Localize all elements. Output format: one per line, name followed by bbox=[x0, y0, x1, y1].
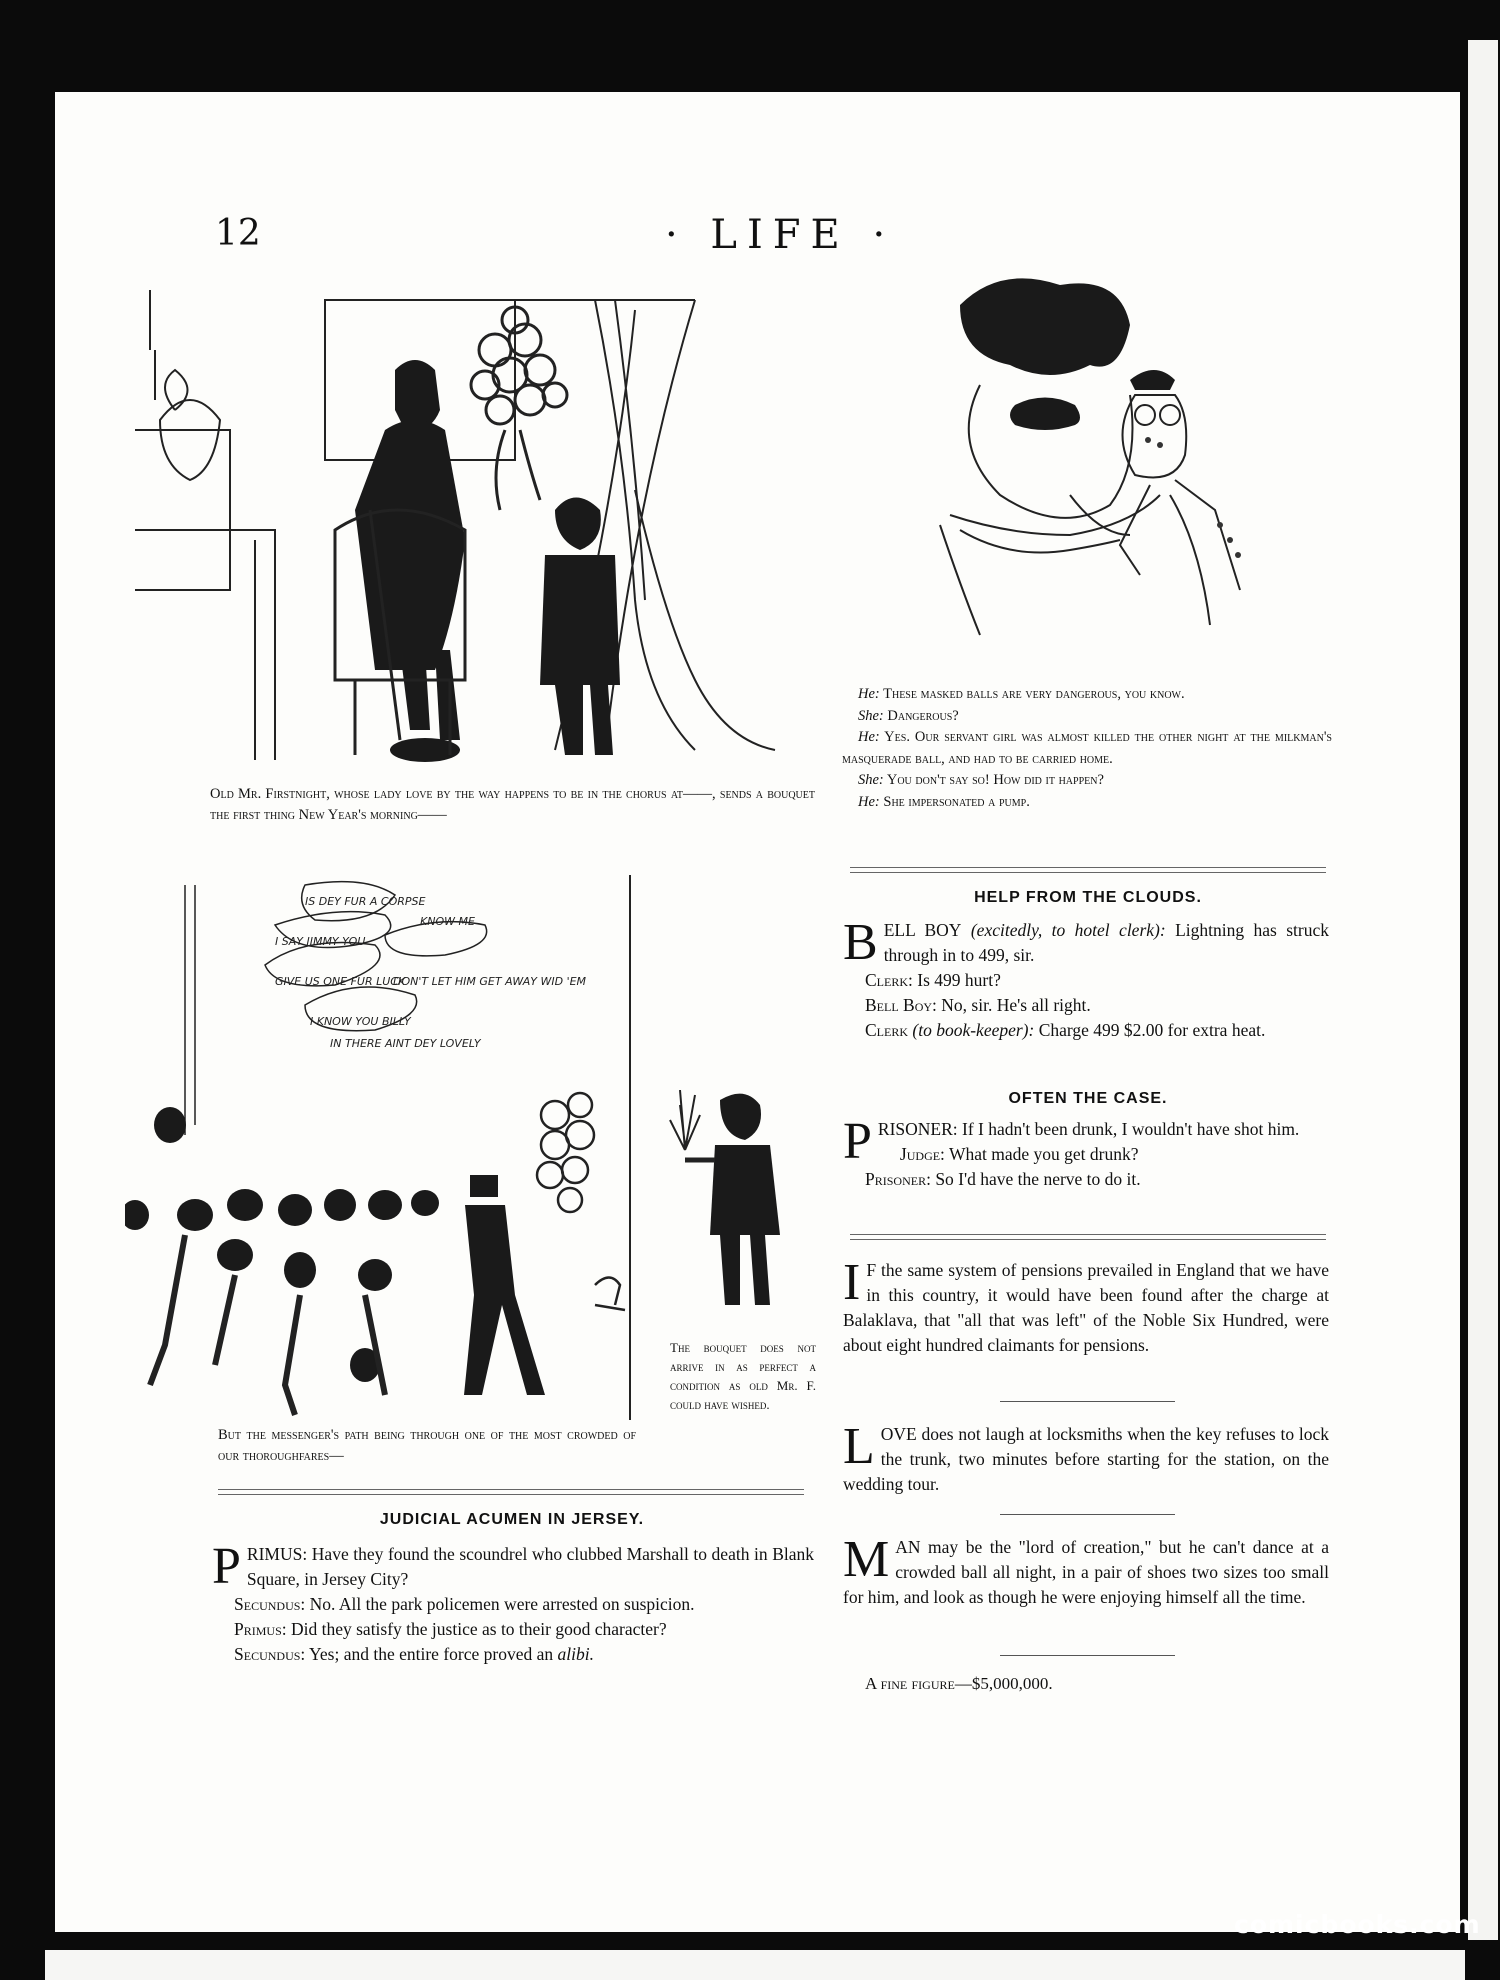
often-the-case-title: OFTEN THE CASE. bbox=[1008, 1090, 1168, 1107]
speech-text: GIVE US ONE FUR LUCK bbox=[275, 975, 406, 988]
black-mask bbox=[1010, 398, 1080, 431]
dialog-line: He: She impersonated a pump. bbox=[858, 793, 1030, 810]
drop-cap: B bbox=[843, 914, 878, 971]
speech-text: I SAY JIMMY YOU bbox=[275, 935, 366, 948]
speech-text: KNOW ME bbox=[420, 915, 475, 928]
judicial-acumen-body: PRIMUS: Have they found the scoundrel who clubbed Marshall to death in Blank Square, in Jersey City? Secundus: No. All the park policemen were arrested on suspicion. Primus: Did they satisfy the justice as to their good character? Secundus: Yes; and the entire force proved an alibi. bbox=[212, 1538, 814, 1664]
cartoon-old-man-bouquet bbox=[135, 290, 835, 770]
top-hat bbox=[470, 1175, 498, 1197]
cartoon2-caption: But the messenger's path being through one of the most crowded of our thoroughfares— bbox=[218, 1427, 636, 1464]
speech-text: IS DEY FUR A CORPSE bbox=[305, 895, 426, 908]
dialog-line: She: Dangerous? bbox=[858, 707, 959, 724]
cartoon-masked-ball bbox=[920, 265, 1300, 650]
help-from-clouds-title: HELP FROM THE CLOUDS. bbox=[974, 889, 1202, 906]
bouquet-ribbon bbox=[496, 430, 540, 510]
masthead: · LIFE · bbox=[665, 212, 896, 258]
vase bbox=[160, 400, 220, 480]
section-double-rule bbox=[850, 1234, 1326, 1240]
often-the-case-body: PRISONER: If I hadn't been drunk, I wouldn't have shot him. Judge: What made you get drunk? Prisoner: So I'd have the nerve to do it. bbox=[843, 1113, 1300, 1189]
fine-figure-line: A fine figure—$5,000,000. bbox=[865, 1674, 1053, 1693]
section-double-rule bbox=[850, 867, 1326, 873]
boy-head bbox=[555, 498, 601, 551]
section-rule bbox=[1000, 1655, 1175, 1656]
watermark: comicbooks.com bbox=[1234, 1910, 1481, 1939]
cartoon3-caption: The bouquet does not arrive in as perfect a condition as old Mr. F. could have wished. bbox=[670, 1340, 816, 1412]
side-table bbox=[135, 530, 275, 760]
judicial-acumen-title: JUDICIAL ACUMEN IN JERSEY. bbox=[379, 1511, 645, 1528]
love-paragraph: LOVE does not laugh at locksmiths when the key refuses to lock the trunk, two minutes before starting for the station, on the wedding tour. bbox=[843, 1418, 1329, 1494]
masked-ball-dialogue bbox=[842, 684, 1332, 813]
next-page-edge bbox=[45, 1950, 1465, 1980]
messenger-body bbox=[464, 1205, 545, 1395]
boy-body bbox=[540, 555, 620, 685]
page-number: 12 bbox=[215, 213, 261, 254]
old-man-coat bbox=[355, 420, 465, 670]
drop-cap: M bbox=[843, 1531, 890, 1588]
cartoon-crowded-street bbox=[125, 875, 635, 1430]
adjacent-page-edge bbox=[1468, 40, 1498, 1940]
drop-cap: I bbox=[843, 1254, 861, 1311]
cartoon-stripped-bouquet bbox=[660, 1090, 820, 1320]
pensions-paragraph: I F the same system of pensions prevailed in England that we have in this country, it would have been found after the charge at Balaklava, that "all that was left" of the Noble Six Hundred, were about eight hundred claimants for pensions. bbox=[843, 1254, 1329, 1355]
speech-text: DON'T LET HIM GET AWAY WID 'EM bbox=[393, 975, 587, 988]
section-rule bbox=[1000, 1401, 1175, 1402]
cartoon1-caption: Old Mr. Firstnight, whose lady love by the way happens to be in the chorus at——, sends a bouquet the first thing New Year's morning—— bbox=[210, 786, 815, 823]
drop-cap: P bbox=[212, 1538, 241, 1595]
drop-cap: L bbox=[843, 1418, 875, 1475]
speech-text: I KNOW YOU BILLY bbox=[310, 1015, 411, 1028]
mantel bbox=[135, 430, 230, 590]
bare-stems bbox=[670, 1090, 700, 1150]
drop-cap: P bbox=[843, 1113, 872, 1170]
small-hat bbox=[1130, 370, 1175, 390]
section-double-rule bbox=[218, 1489, 804, 1495]
man-paragraph: MAN may be the "lord of creation," but he can't dance at a crowded ball all night, in a pair of shoes two sizes too small for him, and look as though he were enjoying himself all the time. bbox=[843, 1531, 1329, 1607]
dialog-line: She: You don't say so! How did it happen? bbox=[858, 772, 1104, 788]
help-from-clouds-body: BELL BOY (excitedly, to hotel clerk): Lightning has struck through in to 499, sir. Clerk: Is 499 hurt? Bell Boy: No, sir. He's all right. Clerk (to book-keeper): Charge 499 $2.00 for extra heat. bbox=[843, 914, 1330, 1040]
section-rule bbox=[1000, 1514, 1175, 1515]
feathered-hat bbox=[960, 278, 1130, 375]
speech-text: IN THERE AINT DEY LOVELY bbox=[330, 1037, 481, 1050]
dialog-line: He: These masked balls are very dangerous, you know. bbox=[858, 686, 1185, 702]
dog bbox=[595, 1278, 625, 1311]
dialog-line: He: Yes. Our servant girl was almost killed the other night at the milkman's masquerade ball, and had to be carried home. bbox=[842, 729, 1332, 767]
